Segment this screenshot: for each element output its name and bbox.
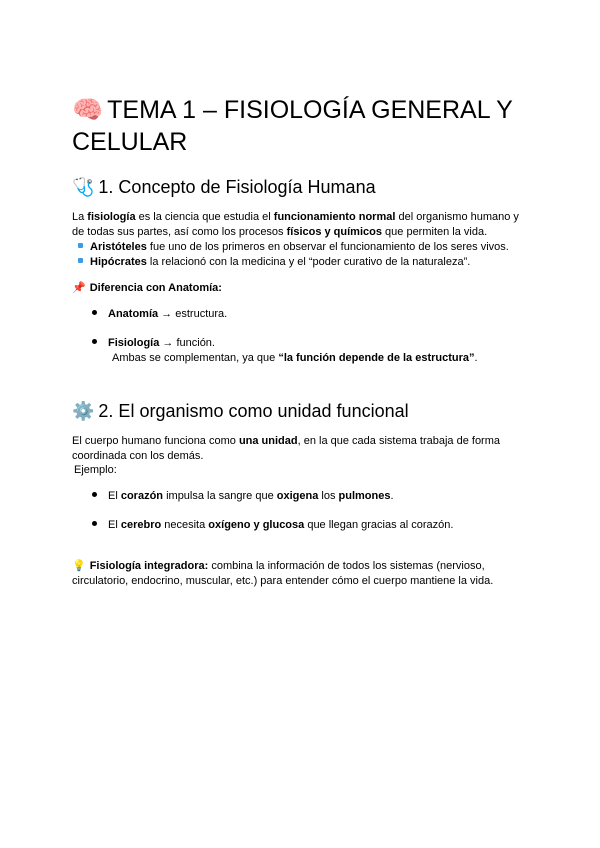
section1-heading (72, 176, 376, 198)
section2-intro: El cuerpo humano funciona como una unidad, en la que cada sistema trabaja de forma coordinada con los demás. (72, 435, 501, 462)
brain-icon: 🧠 (72, 96, 104, 124)
list-item: El corazón impulsa la sangre que oxigena los pulmones. (92, 489, 394, 504)
diff-heading: 📌 Diferencia con Anatomía: (72, 282, 222, 294)
section1-heading-text: 1. Concepto de Fisiología Humana (98, 177, 376, 197)
list-item: Anatomía → estructura. (92, 307, 227, 322)
section1-intro: La fisiología es la ciencia que estudia el funcionamiento normal del organismo humano y de todas sus partes, así como los procesos físicos y químicos que permiten la vida. (72, 211, 519, 238)
section2-heading-text: 2. El organismo como unidad funcional (98, 401, 409, 421)
bullet-icon (78, 243, 83, 248)
page-title (72, 94, 542, 158)
stethoscope-icon: 🩺 (72, 177, 95, 197)
pushpin-icon: 📌 (72, 282, 86, 294)
gear-icon: ⚙️ (72, 401, 95, 421)
bullet-icon (92, 521, 97, 526)
list-item: Hipócrates la relacionó con la medicina y el “poder curativo de la naturaleza”. (78, 255, 470, 270)
bullet-icon (92, 310, 97, 315)
list-item: Aristóteles fue uno de los primeros en observar el funcionamiento de los seres vivos. (78, 240, 509, 255)
integrative-note: 💡 Fisiología integradora: combina la información de todos los sistemas (nervioso, circulatorio, endocrino, muscular, etc.) para entender cómo el cuerpo mantiene la vida. (72, 560, 494, 587)
list-item: Fisiología → función. (92, 336, 215, 351)
bullet-icon (78, 258, 83, 263)
page-title-text: TEMA 1 – FISIOLOGÍA GENERAL Y CELULAR (72, 96, 513, 156)
complement-text: Ambas se complementan, ya que “la función depende de la estructura”. (112, 352, 478, 364)
bullet-icon (92, 492, 97, 497)
list-item: El cerebro necesita oxígeno y glucosa que llegan gracias al corazón. (92, 518, 453, 533)
example-label: Ejemplo: (74, 464, 117, 476)
lightbulb-icon: 💡 (72, 560, 86, 572)
section2-heading (72, 400, 409, 422)
bullet-icon (92, 339, 97, 344)
